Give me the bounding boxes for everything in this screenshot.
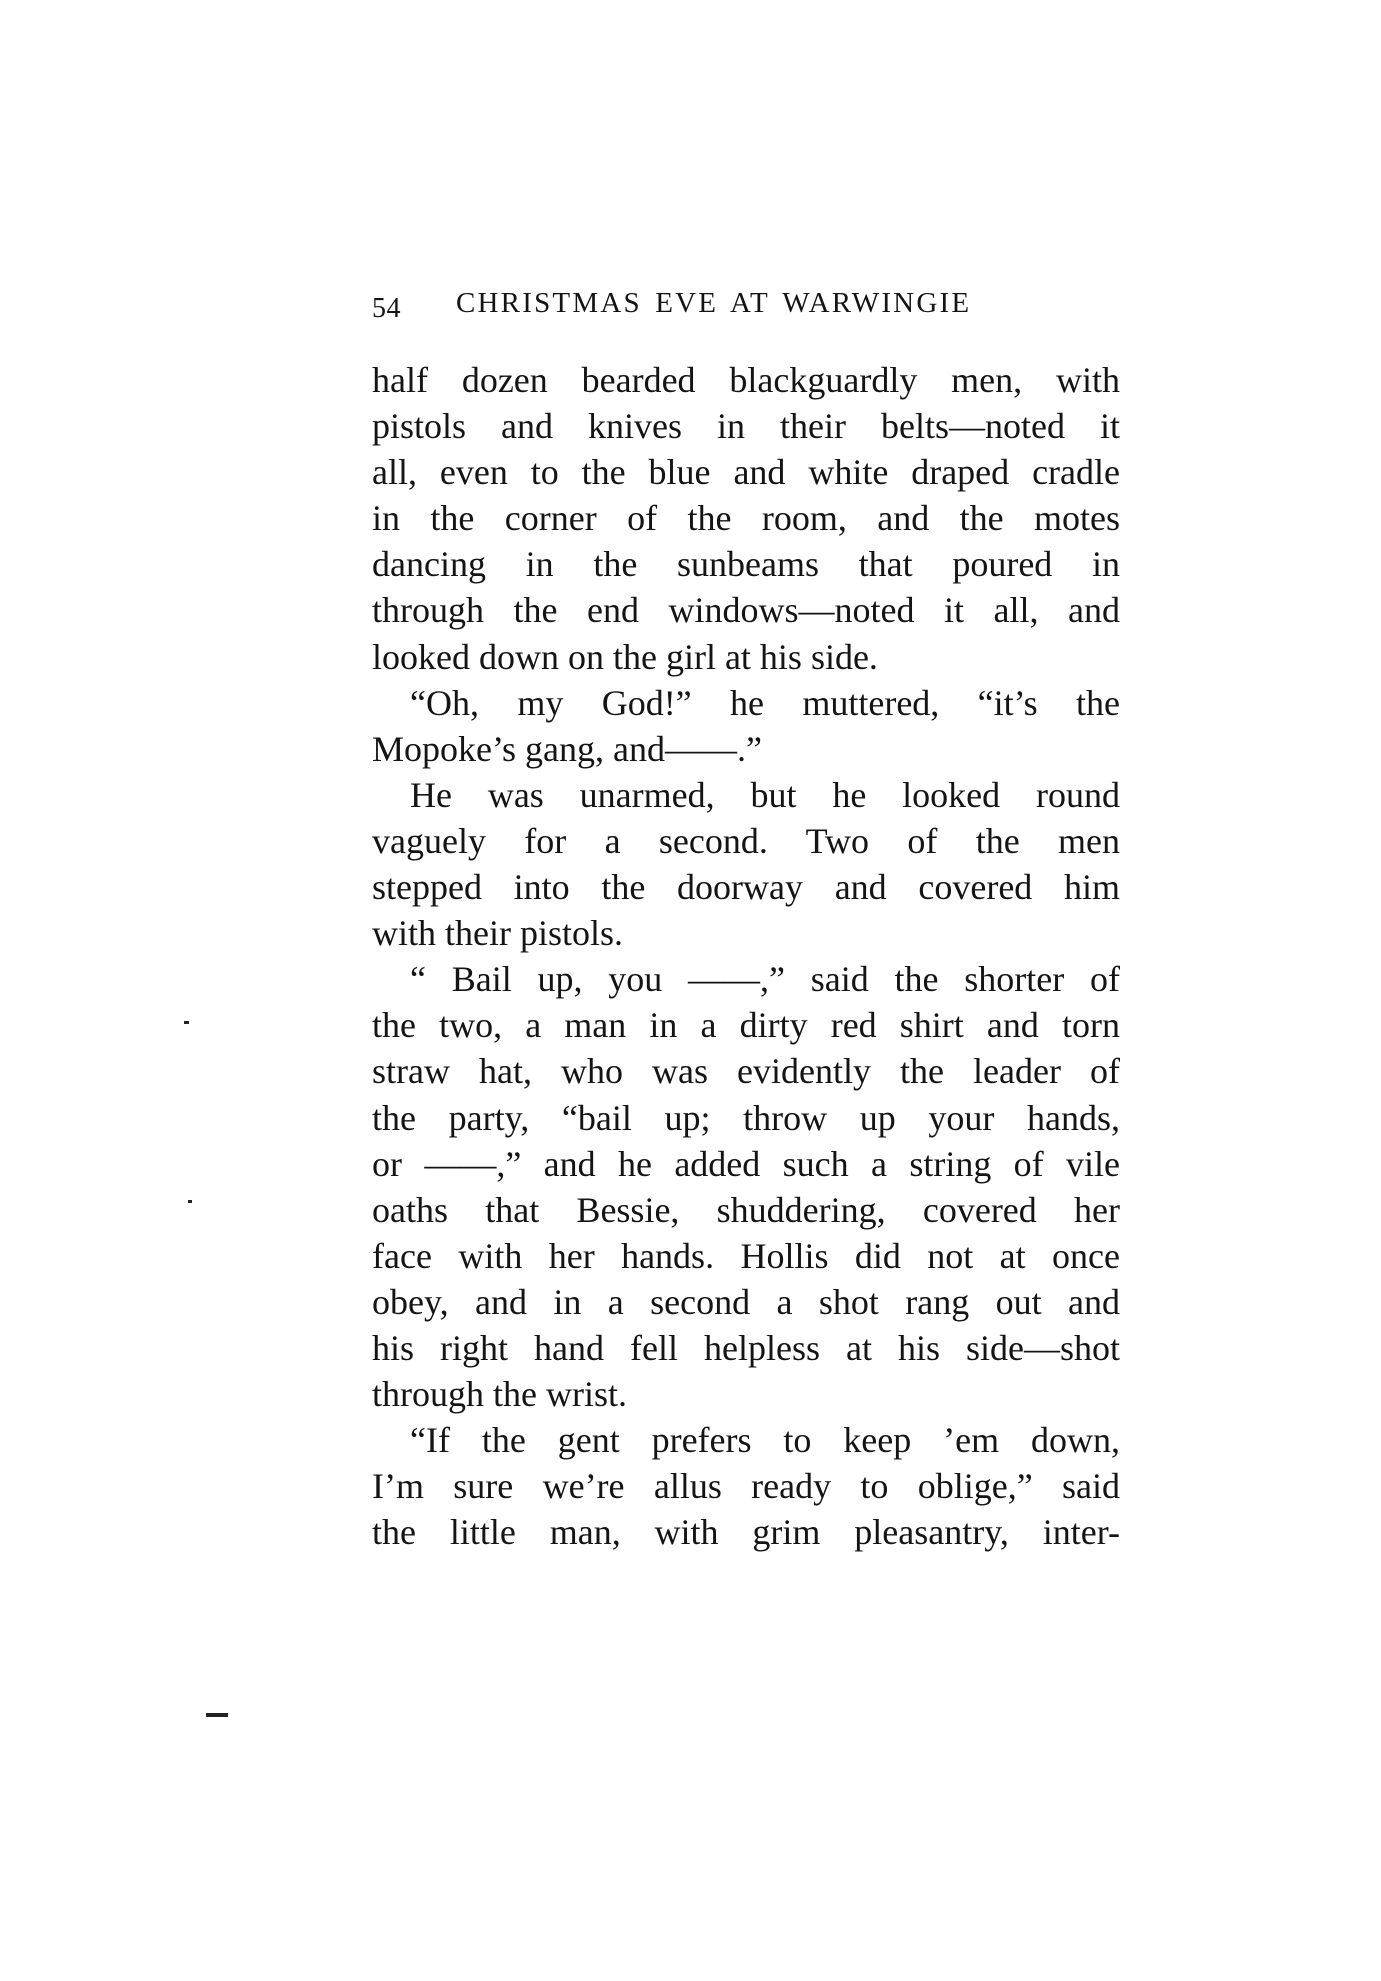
text-line: pistols and knives in their belts—noted it [372, 406, 1120, 447]
text-line: the two, a man in a dirty red shirt and torn [372, 1005, 1120, 1046]
text-line: vaguely for a second. Two of the men [372, 820, 1120, 861]
scan-speck [184, 1021, 189, 1024]
text-line: half dozen bearded blackguardly men, with [372, 360, 1120, 400]
text-line: Mopoke’s gang, and——.” [372, 728, 762, 769]
scan-speck [206, 1713, 228, 1717]
text-line: with their pistols. [372, 913, 623, 954]
text-line: looked down on the girl at his side. [372, 636, 878, 677]
page-header [372, 287, 1120, 333]
text-line: or ——,” and he added such a string of vile [372, 1143, 1120, 1184]
text-line: through the wrist. [372, 1374, 627, 1415]
text-line: oaths that Bessie, shuddering, covered her [372, 1189, 1120, 1230]
running-title: CHRISTMAS EVE AT WARWINGIE [456, 287, 972, 319]
text-line: his right hand fell helpless at his side—shot [372, 1327, 1120, 1368]
text-line: He was unarmed, but he looked round [410, 774, 1120, 815]
text-line: the party, “bail up; throw up your hands, [372, 1097, 1120, 1138]
text-line: “Oh, my God!” he muttered, “it’s the [410, 682, 1120, 723]
page-number: 54 [372, 293, 401, 324]
scan-speck [188, 1200, 192, 1203]
text-line: “If the gent prefers to keep ’em down, [410, 1420, 1120, 1461]
text-line: the little man, with grim pleasantry, inter- [372, 1512, 1120, 1553]
text-line: dancing in the sunbeams that poured in [372, 544, 1120, 585]
text-line: through the end windows—noted it all, and [372, 590, 1120, 631]
text-line: face with her hands. Hollis did not at once [372, 1235, 1120, 1276]
body-text [372, 357, 1120, 1555]
text-line: obey, and in a second a shot rang out and [372, 1281, 1120, 1322]
text-line: in the corner of the room, and the motes [372, 498, 1120, 539]
text-line: straw hat, who was evidently the leader of [372, 1051, 1120, 1092]
text-line: stepped into the doorway and covered him [372, 867, 1120, 908]
text-line: I’m sure we’re allus ready to oblige,” said [372, 1466, 1120, 1507]
text-line: all, even to the blue and white draped cradle [372, 452, 1120, 493]
text-line: “ Bail up, you ——,” said the shorter of [410, 959, 1120, 1000]
